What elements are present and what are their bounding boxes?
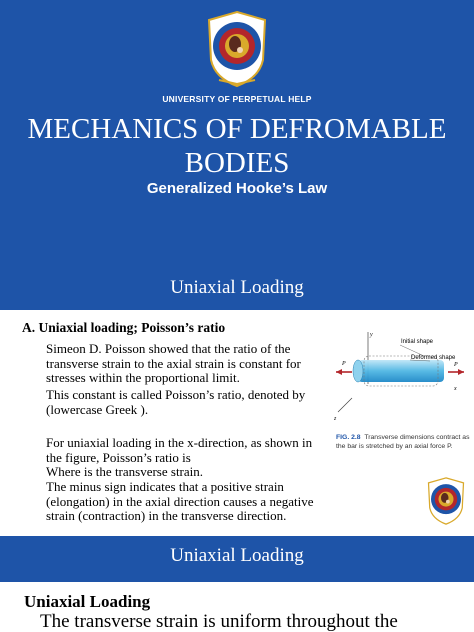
title-slide [0,0,474,252]
force-label-left: P [342,361,346,367]
paragraph-minus-sign: The minus sign indicates that a positive strain (elongation) in the axial direction causes a negative strain (contraction) in the transverse direction. [46,479,314,523]
content-heading: Uniaxial Loading [24,592,151,611]
paragraph-constant: This constant is called Poisson’s ratio, denoted by (lowercase Greek ). [46,387,306,417]
axis-y-label: y [370,332,373,338]
axis-z-label: z [334,416,337,422]
university-seal-small-icon [426,476,466,526]
deformed-bar [358,360,444,382]
axis-x-label: x [454,386,457,392]
presentation-subtitle: Generalized Hooke’s Law [146,180,328,197]
content-text: The transverse strain is uniform throughout the [40,611,398,632]
university-seal-icon [205,10,269,88]
deformed-shape-label: Deformed shape [411,355,456,361]
paragraph-uniaxial: For uniaxial loading in the x-direction, as shown in the figure, Poisson’s ratio is [46,435,313,465]
title-line-2: BODIES [184,147,290,179]
figure-caption: FIG. 2.8 Transverse dimensions contract as the bar is stretched by an axial force P. [336,434,470,450]
section-title: Uniaxial Loading [170,277,304,298]
section-heading: A. Uniaxial loading; Poisson’s ratio [22,320,226,335]
university-name: UNIVERSITY OF PERPETUAL HELP [162,94,312,104]
presentation-title [0,112,474,180]
force-label-right: P [454,362,458,368]
section-slide-2 [0,536,474,582]
bar-deformation-figure [332,328,468,450]
content-slide [0,310,474,536]
title-line-1: MECHANICS OF DEFROMABLE [27,113,447,145]
paragraph-where: Where is the transverse strain. [46,464,204,479]
initial-shape-label: Initial shape [401,339,434,345]
content-slide-2 [0,582,474,632]
section-title-2: Uniaxial Loading [170,545,304,566]
z-axis-line [338,398,352,412]
paragraph-poisson-ratio: Simeon D. Poisson showed that the ratio of the transverse strain to the axial strain is constant for stresses within the proportional limit. [46,341,301,385]
section-slide [0,252,474,310]
